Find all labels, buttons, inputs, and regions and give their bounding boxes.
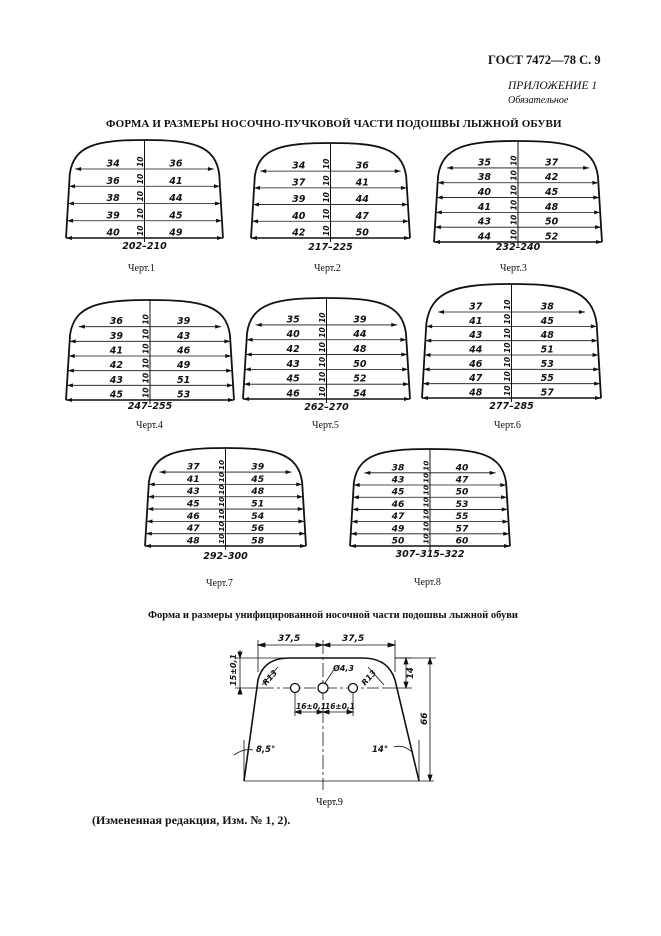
left-half-width: 40 — [477, 187, 492, 199]
right-half-width: 54 — [353, 388, 367, 400]
right-half-width: 45 — [251, 473, 265, 485]
row-spacing: 10 — [217, 484, 226, 495]
row-spacing: 10 — [322, 192, 331, 203]
right-half-width: 53 — [176, 389, 191, 401]
drawing-caption: Черт.4 — [136, 420, 163, 431]
left-half-width: 42 — [286, 344, 300, 356]
unified-title: Форма и размеры унифицированной носочной части подошвы лыжной обуви — [148, 610, 518, 621]
dim-total-height: 66 — [420, 712, 430, 725]
left-half-width: 47 — [469, 373, 483, 385]
left-half-width: 41 — [109, 345, 124, 357]
right-half-width: 49 — [169, 227, 183, 239]
right-half-width: 44 — [169, 193, 183, 205]
right-half-width: 58 — [251, 535, 265, 547]
right-half-width: 46 — [176, 345, 191, 357]
left-half-width: 36 — [109, 316, 124, 328]
row-spacing: 10 — [503, 299, 512, 311]
right-half-width: 40 — [455, 463, 469, 474]
right-half-width: 51 — [540, 344, 554, 356]
drawing-caption: Черт.6 — [494, 420, 521, 431]
row-spacing: 10 — [503, 328, 512, 339]
right-half-width: 36 — [169, 158, 183, 170]
left-half-width: 43 — [286, 358, 300, 370]
angle-right-arc — [394, 746, 412, 752]
row-spacing: 10 — [503, 385, 512, 396]
right-half-width: 57 — [455, 524, 469, 535]
left-half-width: 43 — [109, 374, 124, 386]
right-half-width: 52 — [353, 373, 367, 385]
document-number: ГОСТ 7472—78 С. 9 — [488, 53, 601, 67]
drawing-caption: Черт.1 — [128, 263, 155, 274]
left-half-width: 39 — [106, 210, 120, 222]
left-half-width: 48 — [469, 387, 483, 399]
left-half-width: 41 — [477, 201, 492, 213]
right-half-width: 36 — [355, 160, 369, 172]
right-half-width: 45 — [544, 187, 559, 199]
left-half-width: 43 — [391, 475, 405, 486]
dim-top-strip: 15±0,1 — [229, 653, 238, 686]
right-half-width: 39 — [176, 316, 191, 328]
row-spacing: 10 — [509, 170, 519, 181]
footer-note: (Измененная редакция, Изм. № 1, 2). — [92, 813, 291, 827]
left-half-width: 49 — [391, 524, 405, 535]
right-half-width: 53 — [455, 499, 469, 510]
right-half-width: 50 — [455, 487, 469, 498]
row-spacing: 10 — [503, 342, 512, 354]
row-spacing: 10 — [503, 371, 512, 382]
row-spacing: 10 — [136, 191, 145, 202]
dim-r-left: R13 — [260, 668, 280, 688]
left-half-width: 47 — [391, 512, 405, 523]
right-half-width: 53 — [540, 358, 554, 370]
left-half-width: 36 — [106, 175, 120, 187]
left-half-width: 47 — [186, 523, 200, 535]
row-spacing: 10 — [509, 229, 519, 240]
row-spacing: 10 — [217, 533, 226, 544]
right-half-width: 45 — [169, 210, 183, 222]
row-spacing: 10 — [217, 509, 226, 520]
right-half-width: 60 — [455, 536, 469, 547]
right-half-width: 54 — [251, 510, 265, 522]
left-half-width: 38 — [477, 172, 492, 184]
right-half-width: 39 — [353, 314, 367, 326]
row-spacing: 10 — [318, 371, 327, 383]
row-spacing: 10 — [217, 459, 226, 471]
row-spacing: 10 — [318, 342, 327, 353]
row-spacing: 10 — [318, 356, 327, 368]
size-range-label: 292–300 — [203, 551, 248, 562]
row-spacing: 10 — [421, 521, 431, 532]
right-half-width: 44 — [355, 194, 369, 206]
left-half-width: 42 — [292, 227, 306, 239]
size-range-label: 277–285 — [489, 401, 534, 412]
right-half-width: 44 — [353, 329, 367, 341]
right-half-width: 49 — [176, 360, 191, 372]
row-spacing: 10 — [141, 372, 151, 384]
row-spacing: 10 — [509, 185, 519, 196]
dim-angle-right: 14° — [372, 745, 389, 755]
angle-left-arc — [234, 750, 253, 755]
row-spacing: 10 — [421, 533, 431, 544]
left-half-width: 42 — [109, 360, 124, 372]
left-half-width: 37 — [186, 461, 200, 473]
left-half-width: 39 — [109, 330, 124, 342]
dim-angle-left: 8,5° — [256, 745, 276, 755]
dim-right-width: 37,5 — [342, 634, 365, 644]
right-half-width: 48 — [544, 201, 559, 213]
right-half-width: 38 — [540, 301, 554, 313]
hole-left — [291, 684, 300, 693]
row-spacing: 10 — [421, 509, 431, 520]
size-range-label: 307–315–322 — [395, 549, 465, 560]
left-half-width: 40 — [292, 210, 306, 222]
left-half-width: 50 — [391, 536, 405, 547]
left-half-width: 41 — [186, 473, 200, 485]
left-half-width: 35 — [286, 314, 300, 326]
annex-label: ПРИЛОЖЕНИЕ 1 — [508, 80, 598, 92]
row-spacing: 10 — [509, 199, 519, 211]
drawing-caption: Черт.7 — [206, 578, 233, 589]
left-half-width: 46 — [391, 499, 405, 510]
hole-center — [318, 683, 328, 693]
right-half-width: 48 — [540, 330, 554, 342]
right-half-width: 51 — [251, 498, 265, 510]
row-spacing: 10 — [318, 386, 327, 397]
row-spacing: 10 — [421, 497, 431, 508]
left-half-width: 44 — [469, 344, 483, 356]
annex-status: Обязательное — [508, 95, 569, 106]
size-range-label: 262–270 — [304, 402, 349, 413]
row-spacing: 10 — [322, 225, 331, 236]
left-half-width: 43 — [477, 216, 492, 228]
left-half-width: 38 — [106, 193, 120, 205]
row-spacing: 10 — [318, 327, 327, 338]
dim-hole-dia: Ø4,3 — [333, 664, 354, 673]
right-half-width: 50 — [353, 358, 367, 370]
right-half-width: 41 — [355, 177, 369, 189]
right-half-width: 57 — [540, 387, 554, 399]
left-half-width: 43 — [469, 330, 483, 342]
right-half-width: 50 — [355, 227, 369, 239]
left-half-width: 37 — [469, 301, 483, 313]
dim-hole-spacing-right: 16±0,1 — [325, 702, 356, 711]
row-spacing: 10 — [322, 175, 331, 186]
row-spacing: 10 — [141, 358, 151, 369]
row-spacing: 10 — [141, 343, 151, 354]
right-half-width: 50 — [544, 216, 559, 228]
left-half-width: 40 — [286, 329, 300, 341]
row-spacing: 10 — [503, 356, 512, 368]
right-half-width: 43 — [176, 330, 191, 342]
size-range-label: 217–225 — [308, 242, 353, 253]
right-half-width: 45 — [540, 315, 554, 327]
row-spacing: 10 — [217, 472, 226, 483]
left-half-width: 46 — [186, 510, 200, 522]
dim-hole-spacing-left: 16±0,1 — [296, 702, 327, 711]
row-spacing: 10 — [136, 225, 145, 236]
right-half-width: 55 — [540, 373, 554, 385]
drawing-caption: Черт.5 — [312, 420, 339, 431]
size-range-label: 247–255 — [127, 401, 173, 412]
drawing-caption: Черт.2 — [314, 263, 341, 274]
left-half-width: 41 — [469, 315, 483, 327]
row-spacing: 10 — [136, 208, 145, 219]
right-half-width: 52 — [544, 231, 559, 243]
row-spacing: 10 — [318, 312, 327, 323]
row-spacing: 10 — [141, 328, 151, 340]
row-spacing: 10 — [509, 155, 519, 166]
left-half-width: 48 — [186, 535, 200, 547]
row-spacing: 10 — [322, 158, 331, 170]
left-half-width: 46 — [469, 358, 483, 370]
right-half-width: 56 — [251, 523, 265, 535]
right-half-width: 51 — [176, 374, 191, 386]
row-spacing: 10 — [136, 156, 145, 168]
row-spacing: 10 — [421, 460, 431, 471]
right-half-width: 55 — [455, 512, 469, 523]
dim-right-height: 14 — [406, 667, 416, 679]
left-half-width: 38 — [391, 463, 405, 474]
row-spacing: 10 — [141, 314, 151, 325]
drawing-caption: Черт.3 — [500, 263, 527, 274]
right-half-width: 42 — [544, 172, 559, 184]
caption-drawing-9: Черт.9 — [316, 797, 343, 808]
left-half-width: 44 — [477, 231, 492, 243]
right-half-width: 47 — [455, 475, 469, 486]
left-half-width: 45 — [186, 498, 200, 510]
right-half-width: 37 — [544, 157, 559, 169]
left-half-width: 45 — [109, 389, 124, 401]
section-title: ФОРМА И РАЗМЕРЫ НОСОЧНО-ПУЧКОВОЙ ЧАСТИ ПОДОШВЫ ЛЫЖНОЙ ОБУВИ — [106, 118, 562, 130]
left-half-width: 45 — [286, 373, 300, 385]
right-half-width: 48 — [251, 486, 265, 498]
dim-left-width: 37,5 — [278, 634, 301, 644]
size-range-label: 232–240 — [495, 242, 541, 253]
left-half-width: 35 — [477, 157, 492, 169]
left-half-width: 34 — [106, 158, 120, 170]
size-range-label: 202–210 — [122, 241, 167, 252]
right-half-width: 39 — [251, 461, 265, 473]
left-half-width: 43 — [186, 486, 200, 498]
row-spacing: 10 — [421, 472, 431, 484]
left-half-width: 40 — [106, 227, 120, 239]
row-spacing: 10 — [217, 521, 226, 532]
row-spacing: 10 — [322, 208, 331, 220]
row-spacing: 10 — [141, 387, 151, 398]
row-spacing: 10 — [217, 496, 226, 508]
row-spacing: 10 — [509, 214, 519, 226]
row-spacing: 10 — [136, 173, 145, 185]
row-spacing: 10 — [503, 313, 512, 325]
hole-right — [349, 684, 358, 693]
right-half-width: 41 — [169, 175, 183, 187]
left-half-width: 34 — [292, 160, 306, 172]
row-spacing: 10 — [421, 485, 431, 496]
left-half-width: 37 — [292, 177, 306, 189]
left-half-width: 46 — [286, 388, 300, 400]
left-half-width: 39 — [292, 194, 306, 206]
right-half-width: 47 — [355, 210, 369, 222]
left-half-width: 45 — [391, 487, 405, 498]
right-half-width: 48 — [353, 344, 367, 356]
drawing-caption: Черт.8 — [414, 577, 441, 588]
dim-r-right: R13 — [359, 668, 379, 688]
